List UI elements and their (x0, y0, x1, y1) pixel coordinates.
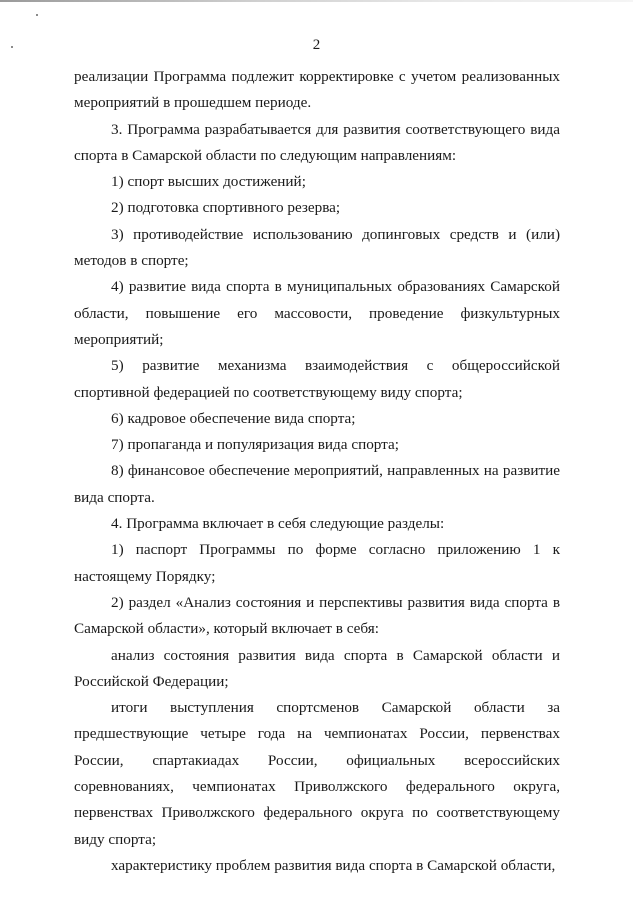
list-item-paragraph: 5) развитие механизма взаимодействия с общероссийской спортивной федерацией по соответствующему виду спорта; (74, 357, 560, 401)
scan-speck (36, 14, 38, 16)
list-item-paragraph: 7) пропаганда и популяризация вида спорта; (111, 436, 399, 454)
paragraph: анализ состояния развития вида спорта в Самарской области и Российской Федерации; (74, 646, 560, 690)
list-item-paragraph: 4) развитие вида спорта в муниципальных образованиях Самарской области, повышение его массовости, проведение физкультурных мероприятий; (74, 278, 560, 348)
list-item-paragraph: 1) спорт высших достижений; (111, 173, 306, 191)
list-item-paragraph: 6) кадровое обеспечение вида спорта; (111, 409, 356, 427)
paragraph: 4. Программа включает в себя следующие разделы: (111, 515, 445, 533)
paragraph: 3. Программа разрабатывается для развития соответствующего вида спорта в Самарской области по следующим направлениям: (74, 120, 560, 164)
list-item-paragraph: 2) раздел «Анализ состояния и перспективы развития вида спорта в Самарской области», который включает в себя: (74, 593, 560, 638)
scan-top-edge (0, 0, 633, 2)
paragraph: итоги выступления спортсменов Самарской области за предшествующие четыре года на чемпионатах России, первенствах России, спартакиадах России, официальных всероссийских соревнованиях, чемпионатах Приволжского федерального округа, первенствах Приволжского федерального округа по соответствующему виду спорта; (74, 699, 560, 848)
page-number: 2 (312, 37, 321, 53)
list-item-paragraph: 2) подготовка спортивного резерва; (111, 199, 341, 217)
list-item-paragraph: 8) финансовое обеспечение мероприятий, направленных на развитие вида спорта. (74, 462, 560, 506)
list-item-paragraph: 1) паспорт Программы по форме согласно приложению 1 к настоящему Порядку; (74, 541, 560, 585)
paragraph: реализации Программа подлежит корректировке с учетом реализованных мероприятий в прошедшем периоде. (74, 68, 560, 112)
list-item-paragraph: 3) противодействие использованию допинговых средств и (или) методов в спорте; (74, 225, 560, 270)
paragraph: характеристику проблем развития вида спорта в Самарской области, (111, 856, 556, 874)
document-body (74, 64, 560, 879)
